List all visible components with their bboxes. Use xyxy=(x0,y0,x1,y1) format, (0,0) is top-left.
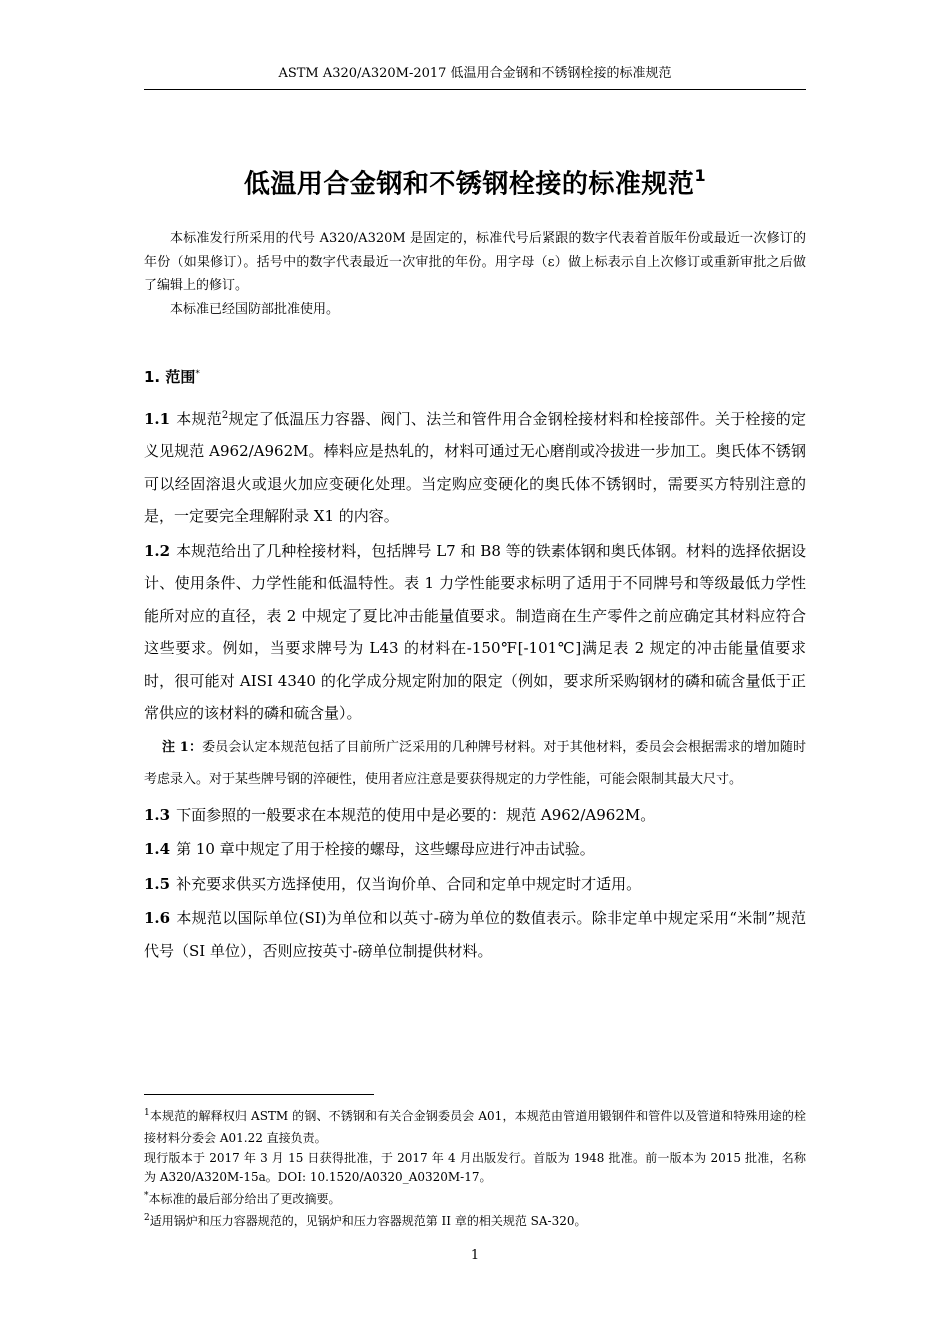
clause-1-5 xyxy=(144,868,806,901)
clause-number: 1.3 xyxy=(144,805,171,824)
clause-text: 规定了低温压力容器、阀门、法兰和管件用合金钢栓接材料和栓接部件。关于栓接的定义见规范 A962/A962M。棒料应是热轧的，材料可通过无心磨削或冷拔进一步加工。奥氏体不锈钢可以经固溶退火或退火加应变硬化处理。当定购应变硬化的奥氏体不锈钢时，需要买方特别注意的是，一定要完全理解附录 X1 的内容。 xyxy=(144,409,806,525)
clause-1-4 xyxy=(144,833,806,866)
clause-number: 1.6 xyxy=(144,909,171,927)
note-text: 委员会认定本规范包括了目前所广泛采用的几种牌号材料。对于其他材料，委员会会根据需求的增加随时考虑录入。对于某些牌号钢的淬硬性，使用者应注意是要获得规定的力学性能，可能会限制其最大尺寸。 xyxy=(144,739,806,787)
footnotes xyxy=(144,1102,806,1231)
document-title xyxy=(144,158,806,205)
clause-text: 本规范 xyxy=(176,409,222,428)
footnote-mark: * xyxy=(144,1191,149,1201)
footnote-text: 本规范的解释权归 ASTM 的钢、不锈钢和有关合金钢委员会 A01，本规范由管道用锻钢件和管件以及管道和特殊用途的栓接材料分委会 A01.22 直接负责。 xyxy=(144,1109,806,1145)
clause-number: 1.1 xyxy=(144,409,171,428)
preamble-paragraph: 本标准发行所采用的代号 A320/A320M 是固定的，标准代号后紧跟的数字代表着首版年份或最近一次修订的年份（如果修订）。括号中的数字代表最近一次审批的年份。用字母（ε）做上标表示自上次修订或重新审批之后做了编辑上的修订。 xyxy=(144,231,806,293)
clause-number: 1.4 xyxy=(144,840,171,858)
running-header: ASTM A320/A320M-2017 低温用合金钢和不锈钢栓接的标准规范 xyxy=(278,66,672,81)
note-label: 注 1： xyxy=(162,739,203,755)
clause-1-1 xyxy=(144,400,806,533)
section-heading-mark: * xyxy=(195,369,200,379)
title-footnote-mark: 1 xyxy=(694,166,707,185)
preamble xyxy=(144,227,806,321)
footnote-mark: 1 xyxy=(144,1108,150,1118)
footnote-mark: 2 xyxy=(221,409,229,421)
title-text: 低温用合金钢和不锈钢栓接的标准规范 xyxy=(243,169,695,200)
footnote-text: 适用锅炉和压力容器规范的，见锅炉和压力容器规范第 II 章的相关规范 SA-320。 xyxy=(149,1214,587,1228)
clause-1-2 xyxy=(144,535,806,730)
clause-1-6 xyxy=(144,902,806,967)
preamble-paragraph: 本标准已经国防部批准使用。 xyxy=(170,301,340,317)
footnote-mark: 2 xyxy=(144,1213,150,1223)
footnote-star xyxy=(144,1187,806,1209)
footnote-text: 本标准的最后部分给出了更改摘要。 xyxy=(148,1192,341,1206)
section-heading xyxy=(144,358,806,394)
footnote-rule xyxy=(144,1094,374,1095)
footnote-1 xyxy=(144,1102,806,1149)
clause-1-3 xyxy=(144,799,806,832)
clause-text: 补充要求供买方选择使用，仅当询价单、合同和定单中规定时才适用。 xyxy=(176,874,642,893)
page-number: 1 xyxy=(470,1248,480,1263)
main-body xyxy=(144,358,806,969)
clause-text: 下面参照的一般要求在本规范的使用中是必要的：规范 A962/A962M。 xyxy=(176,805,656,824)
header-rule xyxy=(144,89,806,90)
footnote-2 xyxy=(144,1209,806,1231)
clause-text: 本规范以国际单位(SI)为单位和以英寸-磅为单位的数值表示。除非定单中规定采用“米制”规范代号（SI 单位），否则应按英寸-磅单位制提供材料。 xyxy=(144,909,806,960)
clause-number: 1.5 xyxy=(144,874,171,893)
note-1 xyxy=(144,732,806,797)
section-heading-text: 1. 范围 xyxy=(144,368,196,386)
clause-text: 本规范给出了几种栓接材料，包括牌号 L7 和 B8 等的铁素体钢和奥氏体钢。材料的选择依据设计、使用条件、力学性能和低温特性。表 1 力学性能要求标明了适用于不同牌号和等级最低力学性能所对应的直径，表 2 中规定了夏比冲击能量值要求。制造商在生产零件之前应确定其材料应符合这些要求。例如，当要求牌号为 L43 的材料在-150℉[-101℃]满足表 2 规定的冲击能量值要求时，很可能对 AISI 4340 的化学成分规定附加的限定（例如，要求所采购钢材的磷和硫含量低于正常供应的该材料的磷和硫含量）。 xyxy=(144,541,806,722)
footnote-1-continued: 现行版本于 2017 年 3 月 15 日获得批准，于 2017 年 4 月出版发行。首版为 1948 批准。前一版本为 2015 批准，名称为 A320/A320M-15a。DOI: 10.1520/A0320_A0320M-17。 xyxy=(144,1151,806,1184)
clause-number: 1.2 xyxy=(144,541,171,560)
clause-text: 第 10 章中规定了用于栓接的螺母，这些螺母应进行冲击试验。 xyxy=(176,840,595,858)
